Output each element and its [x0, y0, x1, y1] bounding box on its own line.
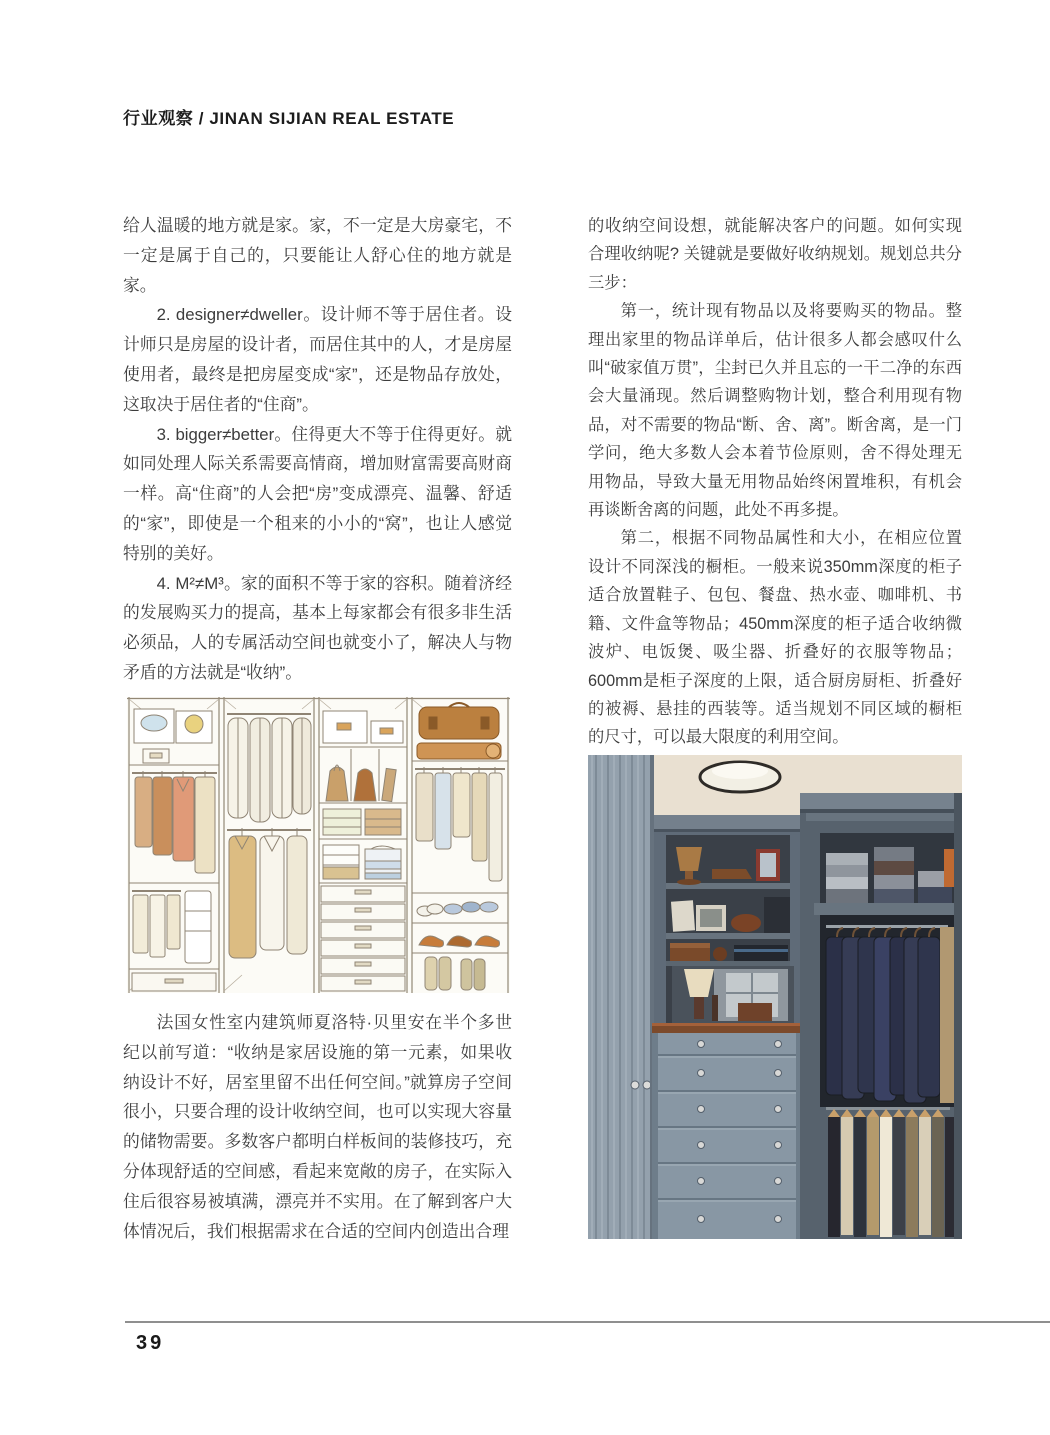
page-number: 39	[136, 1332, 165, 1354]
body-paragraph: 第二，根据不同物品属性和大小，在相应位置设计不同深浅的橱柜。一般来说350mm深度的柜子适合放置鞋子、包包、餐盘、热水壶、咖啡机、书籍、文件盒等物品；450mm深度的柜子适合收纳微波炉、电饭煲、吸尘器、折叠好的衣服等物品；600mm是柜子深度的上限，适合厨房厨柜、折叠好的被褥、悬挂的西装等。适当规划不同区域的橱柜的尺寸，可以最大限度的利用空间。	[588, 529, 962, 747]
right-column-text	[588, 212, 962, 752]
left-column-bottom-text	[123, 1008, 512, 1246]
left-column-text	[123, 211, 512, 688]
page-header	[123, 104, 454, 129]
closet-photo-svg	[588, 755, 962, 1239]
body-paragraph: 的收纳空间设想，就能解决客户的问题。如何实现合理收纳呢? 关键就是要做好收纳规划。规划总共分三步：	[588, 217, 962, 292]
body-paragraph: 第一，统计现有物品以及将要购买的物品。整理出家里的物品详单后，估计很多人都会感叹什么叫“破家值万贯”，尘封已久并且忘的一干二净的东西会大量涌现。然后调整购物计划，整合利用现有物品，对不需要的物品“断、舍、离”。断舍离，是一门学问，绝大多数人会本着节俭原则，舍不得处理无用物品，导致大量无用物品始终闲置堆积，有机会再谈断舍离的问题，此处不再多提。	[588, 302, 962, 520]
wardrobe-illustration	[127, 697, 510, 993]
body-paragraph: 4. M²≠M³。家的面积不等于家的容积。随着济经的发展购买力的提高，基本上每家都会有很多非生活必须品，人的专属活动空间也就变小了，解决人与物矛盾的方法就是“收纳”。	[123, 573, 512, 682]
body-paragraph: 2. designer≠dweller。设计师不等于居住者。设计师只是房屋的设计者，而居住其中的人，才是房屋使用者，最终是把房屋变成“家”，还是物品存放处，这取决于居住者的“住商”。	[123, 305, 512, 414]
body-paragraph: 3. bigger≠better。住得更大不等于住得更好。就如同处理人际关系需要高情商，增加财富需要高财商一样。高“住商”的人会把“房”变成漂亮、温馨、舒适的“家”，即使是一个租来的小小的“窝”，也让人感觉特别的美好。	[123, 424, 512, 563]
body-paragraph: 给人温暖的地方就是家。家，不一定是大房豪宅，不一定是属于自己的，只要能让人舒心住的地方就是家。	[123, 216, 512, 295]
footer-rule	[125, 1321, 1050, 1323]
closet-photo	[588, 755, 962, 1239]
wardrobe-illustration-svg	[127, 697, 510, 993]
body-paragraph: 法国女性室内建筑师夏洛特·贝里安在半个多世纪以前写道：“收纳是家居设施的第一元素，如果收纳设计不好，居室里留不出任何空间。”就算房子空间很小，只要合理的设计收纳空间，也可以实现大容量的储物需要。多数客户都明白样板间的装修技巧，充分体现舒适的空间感，看起来宽敞的房子，在实际入住后很容易被填满，漂亮并不实用。在了解到客户大体情况后，我们根据需求在合适的空间内创造出合理	[123, 1013, 512, 1241]
section-title: 行业观察 / JINAN SIJIAN REAL ESTATE	[123, 109, 455, 128]
